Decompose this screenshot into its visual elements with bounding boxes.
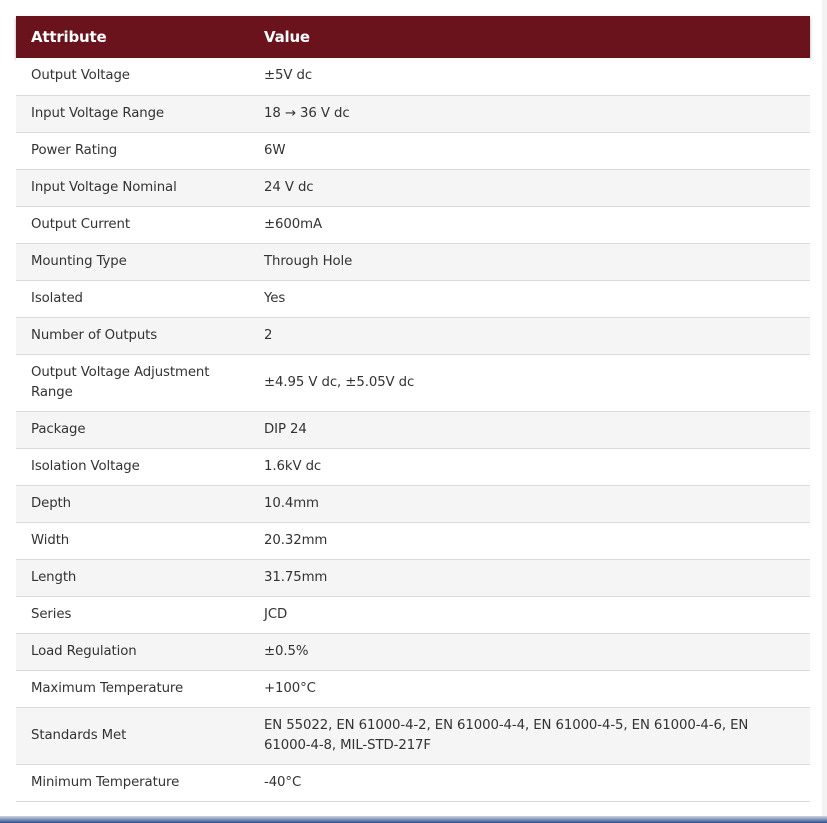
attribute-cell: Depth: [31, 495, 72, 511]
value-cell: 20.32mm: [264, 532, 328, 548]
attribute-cell: Series: [31, 606, 72, 622]
page-right-edge: [822, 0, 827, 816]
table-row: [16, 58, 810, 95]
attribute-cell: Load Regulation: [31, 643, 137, 659]
value-cell: JCD: [264, 606, 288, 622]
table-row: [16, 559, 810, 596]
value-cell: Yes: [264, 290, 286, 306]
value-cell: +100°C: [264, 680, 316, 696]
attribute-cell: Output Voltage Adjustment Range: [31, 364, 210, 400]
attribute-cell: Isolated: [31, 290, 83, 306]
table-body: [16, 58, 810, 801]
value-cell: 1.6kV dc: [264, 458, 322, 474]
attribute-cell: Number of Outputs: [31, 327, 158, 343]
value-cell: ±0.5%: [264, 643, 309, 659]
table-row: [16, 670, 810, 707]
table-row: [16, 596, 810, 633]
table-row: [16, 411, 810, 448]
attribute-cell: Output Voltage: [31, 68, 130, 84]
attribute-cell: Power Rating: [31, 142, 118, 158]
window-bottom-border: [0, 816, 827, 823]
attribute-column-header: Attribute: [31, 28, 107, 46]
value-cell: -40°C: [264, 774, 302, 790]
table-row: [16, 169, 810, 206]
table-row: [16, 485, 810, 522]
attribute-cell: Package: [31, 421, 86, 437]
spec-table-container: [16, 16, 810, 802]
table-row: [16, 243, 810, 280]
value-cell: ±4.95 V dc, ±5.05V dc: [264, 374, 415, 390]
attribute-cell: Maximum Temperature: [31, 680, 184, 696]
value-cell: EN 55022, EN 61000-4-2, EN 61000-4-4, EN 61000-4-5, EN 61000-4-6, EN 61000-4-8, MIL-STD-217F: [264, 717, 749, 753]
attribute-cell: Minimum Temperature: [31, 774, 180, 790]
attribute-cell: Width: [31, 532, 70, 548]
table-row: [16, 206, 810, 243]
value-cell: Through Hole: [264, 253, 353, 269]
table-row: [16, 354, 810, 411]
attribute-cell: Mounting Type: [31, 253, 127, 269]
table-row: [16, 522, 810, 559]
attribute-cell: Input Voltage Range: [31, 105, 165, 121]
value-cell: 31.75mm: [264, 569, 328, 585]
header-row: [16, 16, 810, 58]
table-row: [16, 95, 810, 132]
value-cell: 24 V dc: [264, 179, 314, 195]
attribute-cell: Length: [31, 569, 77, 585]
value-column-header: Value: [264, 28, 310, 46]
attribute-cell: Input Voltage Nominal: [31, 179, 177, 195]
attribute-cell: Standards Met: [31, 727, 127, 743]
table-header: [16, 16, 810, 58]
value-cell: ±5V dc: [264, 68, 313, 84]
value-cell: 18 → 36 V dc: [264, 105, 350, 121]
value-cell: 2: [264, 327, 273, 343]
attribute-cell: Output Current: [31, 216, 130, 232]
table-row: [16, 448, 810, 485]
table-row: [16, 707, 810, 764]
table-row: [16, 132, 810, 169]
table-row: [16, 317, 810, 354]
value-cell: 6W: [264, 142, 286, 158]
value-cell: DIP 24: [264, 421, 307, 437]
value-cell: 10.4mm: [264, 495, 319, 511]
table-row: [16, 764, 810, 801]
table-row: [16, 633, 810, 670]
value-cell: ±600mA: [264, 216, 322, 232]
specifications-table: [16, 16, 810, 802]
table-row: [16, 280, 810, 317]
attribute-cell: Isolation Voltage: [31, 458, 140, 474]
